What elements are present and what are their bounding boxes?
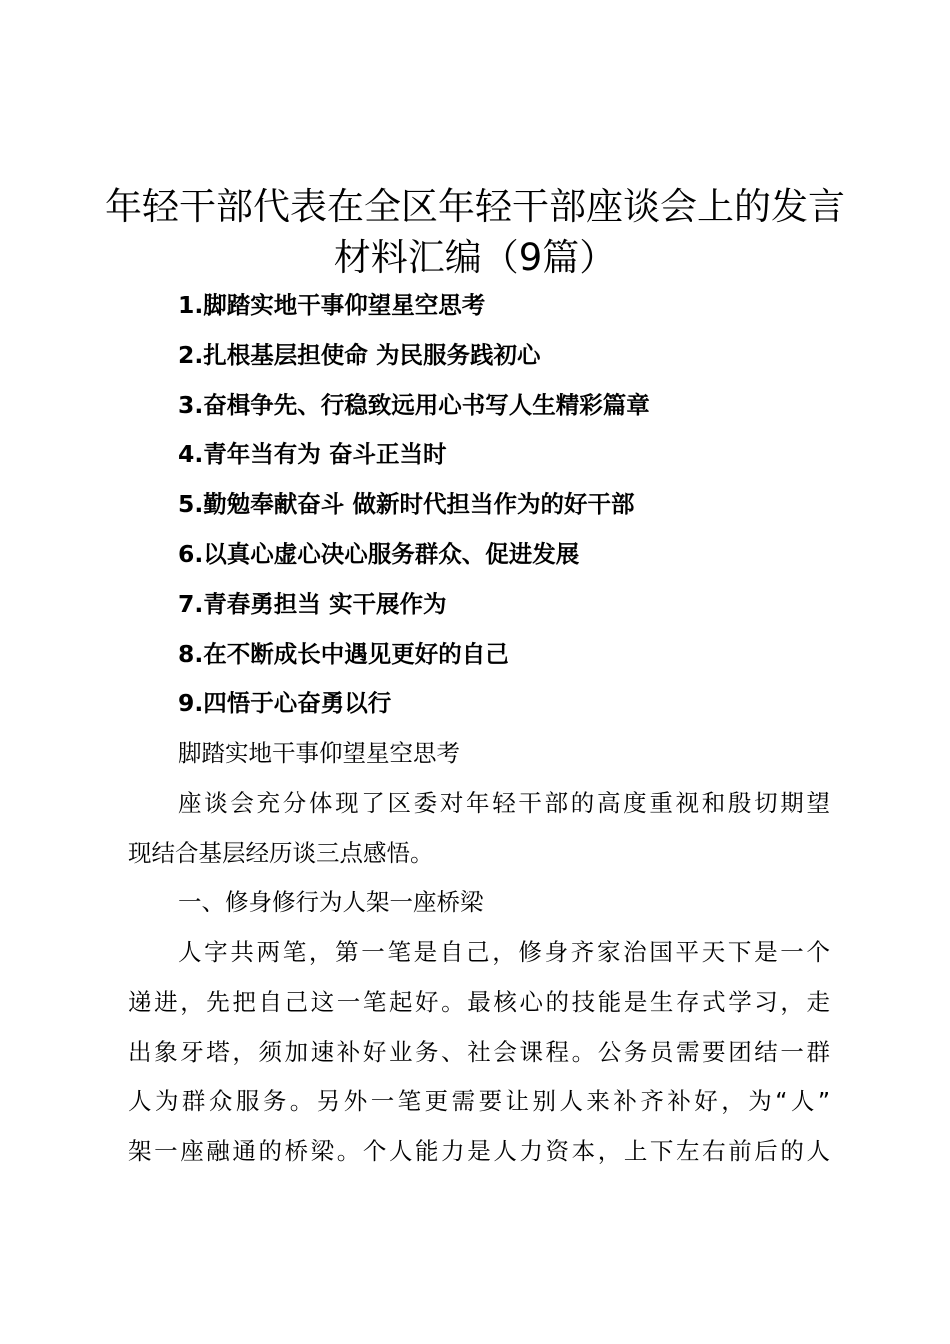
toc-item: 7.青春勇担当 实干展作为	[178, 590, 447, 618]
section-heading: 一、修身修行为人架一座桥梁	[178, 888, 484, 916]
document-title-line-2: 材料汇编（9篇）	[333, 236, 617, 279]
paragraph-line: 人为群众服务。另外一笔更需要让别人来补齐补好，为“人”	[128, 1087, 830, 1115]
section-title: 脚踏实地干事仰望星空思考	[178, 739, 460, 767]
intro-line: 现结合基层经历谈三点感悟。	[128, 839, 434, 867]
toc-item: 2.扎根基层担使命 为民服务践初心	[178, 341, 541, 369]
paragraph-line: 人字共两笔，第一笔是自己，修身齐家治国平天下是一个	[178, 938, 830, 966]
toc-item: 9.四悟于心奋勇以行	[178, 689, 392, 717]
toc-item: 8.在不断成长中遇见更好的自己	[178, 640, 509, 668]
paragraph-line: 递进，先把自己这一笔起好。最核心的技能是生存式学习，走	[128, 988, 830, 1016]
toc-item: 3.奋楫争先、行稳致远用心书写人生精彩篇章	[178, 391, 650, 419]
intro-line: 座谈会充分体现了区委对年轻干部的高度重视和殷切期望	[178, 789, 830, 817]
document-title-line-1: 年轻干部代表在全区年轻干部座谈会上的发言	[105, 185, 845, 228]
paragraph-line: 架一座融通的桥梁。个人能力是人力资本，上下左右前后的人	[128, 1137, 830, 1165]
toc-item: 1.脚踏实地干事仰望星空思考	[178, 291, 486, 319]
paragraph-line: 出象牙塔，须加速补好业务、社会课程。公务员需要团结一群	[128, 1038, 830, 1066]
toc-item: 5.勤勉奉献奋斗 做新时代担当作为的好干部	[178, 490, 635, 518]
toc-item: 4.青年当有为 奋斗正当时	[178, 440, 447, 468]
toc-item: 6.以真心虚心决心服务群众、促进发展	[178, 540, 580, 568]
